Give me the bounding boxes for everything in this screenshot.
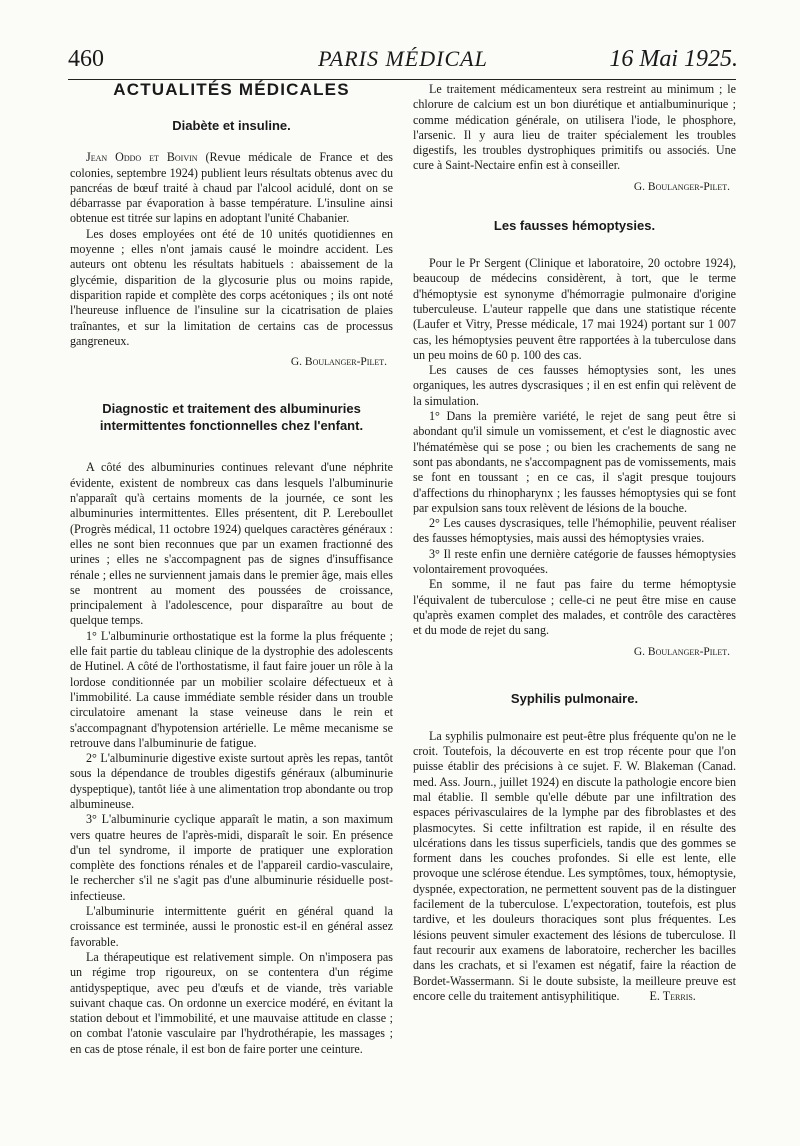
article-title-hemoptysies: Les fausses hémoptysies. xyxy=(493,218,656,234)
article-paragraph: Jean Oddo et Boivin (Revue médicale de France et des colonies, septembre 1924) publient leurs résultats obtenus avec du pancréas de bœuf traité à chaud par l'alcool acidulé, dont on se débarrasse par évaporation à basse température. L'insuline ainsi obtenue est titrée sur lapins en adoptant l'unité Chabanier. xyxy=(70,150,393,226)
article-authors: Jean Oddo et Boivin xyxy=(86,150,198,165)
article-signature: G. Boulanger-Pilet. xyxy=(633,645,730,658)
article-paragraph: Pour le Pr Sergent (Clinique et laboratoire, 20 octobre 1924), beaucoup de médecins considèrent, à tort, que le terme d'hémoptysie est synonyme d'hémorragie pulmonaire d'origine tuberculeuse. L'auteur rappelle que dans une statistique récente (Laufer et Vitry, Presse médicale, 17 mai 1924) portant sur 1 007 cas, les hémoptysies peuvent être rapportées à la tuberculose dans un peu moins de 60 p. 100 des cas. xyxy=(413,256,736,362)
article-paragraph: Le traitement médicamenteux sera restreint au minimum ; le chlorure de calcium est un bon diurétique et antialbuminurique ; comme médication générale, on utilisera l'iode, le phosphore, l'arsenic. Il y aura lieu de traiter spécialement les troubles digestifs, les troubles dystrophiques primitifs ou associés. Une cure à Saint-Nectaire enfin est à conseiller. xyxy=(413,82,736,173)
article-paragraph: 2° Les causes dyscrasiques, telle l'hémophilie, peuvent réaliser des fausses hémoptysies, mais aussi des hémoptysies vraies. xyxy=(413,516,736,546)
issue-date: 16 Mai 1925. xyxy=(609,46,738,72)
article-paragraph: 1° L'albuminurie orthostatique est la forme la plus fréquente ; elle fait partie du tableau clinique de la dystrophie des adolescents de Hutinel. A côté de l'orthostatisme, il faut faire jouer un rôle à la lordose conditionnée par un mobilier scolaire défectueux et à l'immobilité. La cause immédiate semble résider dans un trouble circulatoire amenant la stase veineuse dans le rein et s'accompagnant d'hypotension artérielle. Le même mecanisme se retrouve dans l'albuminurie de fatigue. xyxy=(70,628,393,750)
article-title-diabete: Diabète et insuline. xyxy=(172,118,291,134)
journal-title: PARIS MÉDICAL xyxy=(318,46,488,71)
article-signature: G. Boulanger-Pilet. xyxy=(633,180,730,193)
page-number: 460 xyxy=(68,46,104,72)
article-title-albuminuries: Diagnostic et traitement des albuminuries intermittentes fonctionnelles chez l'enfant. xyxy=(99,401,364,434)
page-header xyxy=(68,46,738,80)
article-paragraph: En somme, il ne faut pas faire du terme hémoptysie l'équivalent de tuberculose ; celle-ci ne peut être mise en cause qu'après examen complet des malades, et contrôle des caractères et du mode de rejet du sang. xyxy=(413,577,736,638)
article-paragraph: 3° Il reste enfin une dernière catégorie de fausses hémoptysies volontairement provoquées. xyxy=(413,546,736,577)
article-paragraph: La thérapeutique est relativement simple. On n'imposera pas un régime trop rigoureux, on se contentera d'un régime antidyspeptique, avec peu d'œufs et de viande, très variable suivant chaque cas. On ordonne un exercice modéré, en évitant la station debout et l'immobilité, et une mauvaise attitude en classe ; on combat l'atonie vasculaire par l'hydrothérapie, les massages ; en cas de ptose rénale, il est bon de faire porter une ceinture. xyxy=(70,949,393,1056)
article-paragraph: A côté des albuminuries continues relevant d'une néphrite évidente, existent de nombreux cas dans lesquels l'albuminurie n'apparaît qu'à certains moments de la journée, ce sont les albuminuries intermittentes. Elles présentent, dit P. Lereboullet (Progrès médical, 11 octobre 1924) quelques caractères généraux : elles ne sont bien reconnues que par un examen fractionné des urines ; elles ne s'accompagnent pas de signes d'insuffisance rénale ; elles ne surviennent jamais dans le premier âge, mais elles se montrent au moment des poussées de croissance, principalement à l'adolescence, pour disparaître au bout de quelque temps. xyxy=(70,460,393,628)
article-paragraph: 1° Dans la première variété, le rejet de sang peut être si abondant qu'il simule un vomissement, et c'est le diagnostic avec l'hématémèse qui se pose ; ou bien les crachements de sang ne sont pas abondants, ne s'accompagnent pas de vomissements, mais se font en toussant ; en ce cas, il s'agit presque toujours d'affections du rhinopharynx ; les fausses hémoptysies qui se font par expulsion sans toux relèvent de lésions de la bouche. xyxy=(413,409,736,515)
right-column xyxy=(413,82,736,1004)
article-title-syphilis: Syphilis pulmonaire. xyxy=(510,690,639,706)
article-paragraph: La syphilis pulmonaire est peut-être plus fréquente qu'on ne le croit. Toutefois, la découverte en est trop récente pour que l'on puisse établir des précisions à ce sujet. F. W. Blakeman (Canad. med. Ass. Journ., juillet 1924) en discute la pathologie encore bien mal établie. Il semble qu'elle débute par une infiltration des espaces périvasculaires de la lymphe par des fibroblastes et des plasmocytes. Si cette infiltration est rapide, il en résulte des ulcérations dans les tissus superficiels, tandis que des gommes se forment dans les couches profondes. Si elle est lente, elle provoque une sclérose étendue. Les symptômes, toux, hémoptysie, dyspnée, expectoration, ne permettent souvent pas de la distinguer facilement de la tuberculose. L'expectoration, toutefois, est plus tardive, et les douleurs thoraciques sont plus fréquentes. Les lésions peuvent simuler exactement des lésions de tuberculose. Il faut recourir aux examens de laboratoire, rechercher les bacilles dans les crachats, et si l'examen est négatif, faire la réaction de Bordet-Wassermann. Si le doute subsiste, la meilleure preuve est encore celle du traitement antisyphilitique. E. Terris. xyxy=(413,728,736,1003)
article-signature: E. Terris. xyxy=(649,988,696,1003)
article-paragraph: 2° L'albuminurie digestive existe surtout après les repas, tantôt sous la dépendance de troubles digestifs généraux (albuminurie dyspeptique), tantôt liée à une alimentation trop abondante ou trop albumineuse. xyxy=(70,751,393,811)
article-paragraph: L'albuminurie intermittente guérit en général quand la croissance est terminée, aussi le pronostic est-il en général assez favorable. xyxy=(70,904,393,949)
article-paragraph: Les causes de ces fausses hémoptysies sont, les unes organiques, les autres dyscrasiques ; il en est enfin qui relèvent de la simulation. xyxy=(413,363,736,408)
article-paragraph: Les doses employées ont été de 10 unités quotidiennes en moyenne ; elles n'ont jamais causé le moindre accident. Les auteurs ont obtenu les résultats habituels : abaissement de la glycémie, disparition de la glycosurie plus ou moins rapide, disparition rapide et complète des corps acétoniques ; ils ont noté l'heureuse influence de l'insuline sur la cicatrisation de plaies traînantes, et sur la limitation de certains cas de processus gangreneux. xyxy=(70,226,393,348)
article-signature: G. Boulanger-Pilet. xyxy=(290,356,387,369)
left-column xyxy=(70,82,393,1057)
article-paragraph: 3° L'albuminurie cyclique apparaît le matin, a son maximum vers quatre heures de l'après-midi, disparaît le soir. En présence d'un tel syndrome, il importe de pratiquer une exploration complète des fonctions rénales et de l'appareil cardio-vasculaire, le rechercher s'il ne s'agit pas d'une albuminurie résiduelle post-infectieuse. xyxy=(70,812,393,903)
rubric-title: ACTUALITÉS MÉDICALES xyxy=(113,80,350,99)
